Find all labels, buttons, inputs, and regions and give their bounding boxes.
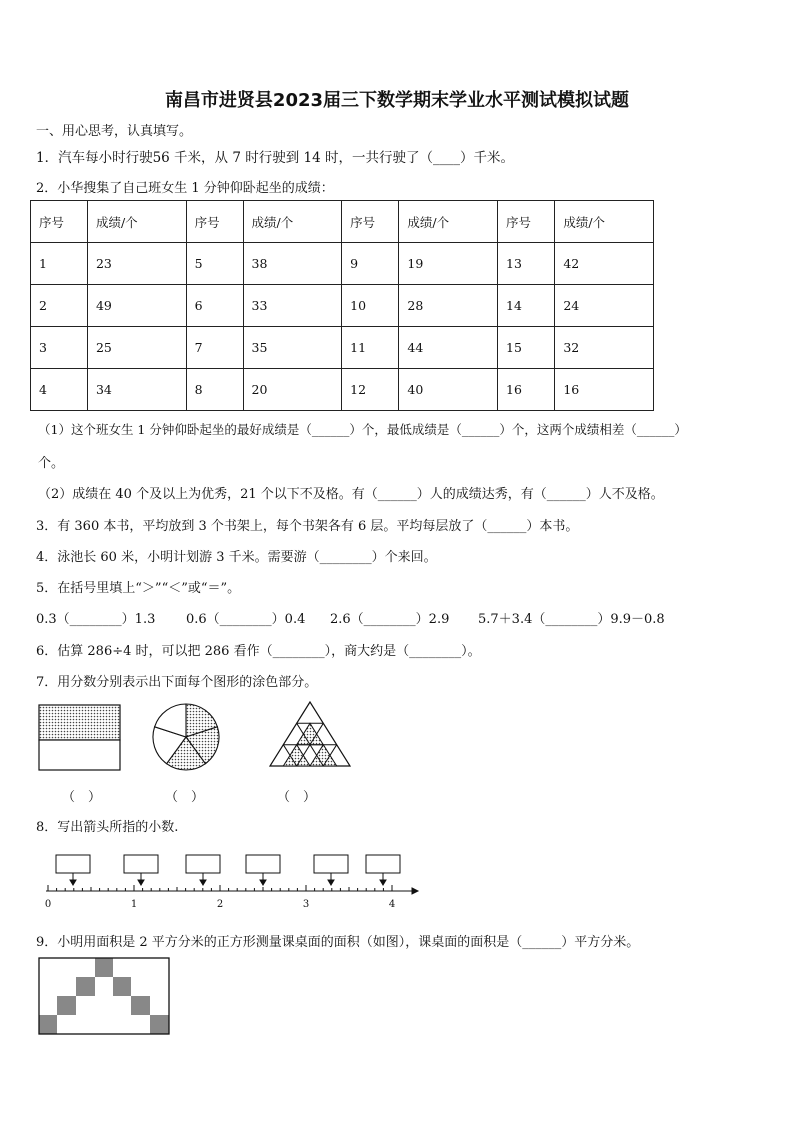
table-header-cell: 成绩/个 bbox=[243, 201, 342, 243]
question-2-part-2: （2）成绩在 40 个及以上为优秀，21 个以下不及格。有（______）人的成绩达秀，有（______）人不及格。 bbox=[38, 487, 664, 502]
question-8: 8．写出箭头所指的小数. bbox=[36, 820, 179, 835]
page-title: 南昌市进贤县2023届三下数学期末学业水平测试模拟试题 bbox=[164, 90, 630, 111]
table-cell: 10 bbox=[342, 285, 399, 327]
table-cell: 4 bbox=[31, 369, 88, 411]
table-cell: 15 bbox=[498, 327, 555, 369]
table-cell: 32 bbox=[555, 327, 654, 369]
table-cell: 2 bbox=[31, 285, 88, 327]
square-tiles bbox=[39, 958, 169, 1034]
table-cell: 1 bbox=[31, 243, 88, 285]
question-2: 2．小华搜集了自己班女生 1 分钟仰卧起坐的成绩： bbox=[36, 181, 334, 196]
triangle-figure bbox=[270, 702, 350, 766]
question-7: 7．用分数分别表示出下面每个图形的涂色部分。 bbox=[36, 675, 318, 690]
question-2-part-1-tail: 个。 bbox=[38, 456, 65, 471]
table-header-row bbox=[31, 201, 654, 243]
table-cell: 40 bbox=[399, 369, 498, 411]
table-header-cell: 成绩/个 bbox=[87, 201, 186, 243]
question-5: 5．在括号里填上“＞”“＜”或“＝”。 bbox=[36, 581, 241, 596]
table-cell: 5 bbox=[186, 243, 243, 285]
table-header-cell: 序号 bbox=[186, 201, 243, 243]
table-header-cell: 成绩/个 bbox=[399, 201, 498, 243]
table-cell: 49 bbox=[87, 285, 186, 327]
table-row bbox=[31, 285, 654, 327]
tick-label: 2 bbox=[216, 899, 224, 910]
table-cell: 38 bbox=[243, 243, 342, 285]
table-cell: 42 bbox=[555, 243, 654, 285]
tick-marks bbox=[48, 885, 392, 891]
table-header-cell: 序号 bbox=[342, 201, 399, 243]
circle-figure bbox=[153, 704, 219, 770]
table-cell: 44 bbox=[399, 327, 498, 369]
question-1: 1．汽车每小时行驶56 千米，从 7 时行驶到 14 时，一共行驶了（____）千米。 bbox=[36, 150, 514, 166]
answer-blank: （ ） bbox=[62, 790, 102, 805]
table-cell: 34 bbox=[87, 369, 186, 411]
table-cell: 16 bbox=[555, 369, 654, 411]
table-header-cell: 成绩/个 bbox=[555, 201, 654, 243]
table-cell: 6 bbox=[186, 285, 243, 327]
question-6: 6．估算 286÷4 时，可以把 286 看作（________），商大约是（________）。 bbox=[36, 644, 481, 659]
table-cell: 19 bbox=[399, 243, 498, 285]
table-header-cell: 序号 bbox=[498, 201, 555, 243]
answer-blank: （ ） bbox=[277, 790, 317, 805]
table-row bbox=[31, 369, 654, 411]
answer-boxes bbox=[56, 855, 400, 873]
table-cell: 16 bbox=[498, 369, 555, 411]
table-row bbox=[31, 243, 654, 285]
axis bbox=[46, 888, 418, 894]
rectangle-figure bbox=[39, 705, 120, 770]
answer-blank: （ ） bbox=[165, 790, 205, 805]
table-row bbox=[31, 327, 654, 369]
table-cell: 12 bbox=[342, 369, 399, 411]
table-cell: 13 bbox=[498, 243, 555, 285]
table-cell: 8 bbox=[186, 369, 243, 411]
question-9: 9．小明用面积是 2 平方分米的正方形测量课桌面的面积（如图），课桌面的面积是（______）平方分米。 bbox=[36, 935, 640, 950]
tick-label: 0 bbox=[44, 899, 52, 910]
table-cell: 20 bbox=[243, 369, 342, 411]
number-line bbox=[36, 850, 426, 914]
tick-label: 1 bbox=[130, 899, 138, 910]
table-cell: 7 bbox=[186, 327, 243, 369]
table-cell: 35 bbox=[243, 327, 342, 369]
table-cell: 33 bbox=[243, 285, 342, 327]
table-header-cell: 序号 bbox=[31, 201, 88, 243]
question-5-item: 2.6（________）2.9 bbox=[330, 612, 450, 627]
table-cell: 9 bbox=[342, 243, 399, 285]
score-table bbox=[30, 200, 654, 411]
tick-labels bbox=[45, 899, 395, 910]
table-cell: 14 bbox=[498, 285, 555, 327]
table-cell: 3 bbox=[31, 327, 88, 369]
section-heading: 一、用心思考，认真填写。 bbox=[36, 124, 193, 139]
table-cell: 11 bbox=[342, 327, 399, 369]
question-5-item: 5.7＋3.4（________）9.9－0.8 bbox=[478, 612, 665, 627]
table-cell: 28 bbox=[399, 285, 498, 327]
tick-label: 3 bbox=[302, 899, 310, 910]
table-cell: 24 bbox=[555, 285, 654, 327]
tick-label: 4 bbox=[388, 899, 396, 910]
question-5-item: 0.6（________）0.4 bbox=[186, 612, 306, 627]
arrows bbox=[70, 873, 386, 885]
question-4: 4．泳池长 60 米，小明计划游 3 千米。需要游（________）个来回。 bbox=[36, 550, 437, 565]
fraction-figures bbox=[30, 700, 370, 780]
question-2-part-1: （1）这个班女生 1 分钟仰卧起坐的最好成绩是（______）个，最低成绩是（______）个，这两个成绩相差（______） bbox=[38, 422, 687, 437]
table-cell: 23 bbox=[87, 243, 186, 285]
question-3: 3．有 360 本书，平均放到 3 个书架上，每个书架各有 6 层。平均每层放了（______）本书。 bbox=[36, 519, 579, 534]
table-cell: 25 bbox=[87, 327, 186, 369]
desk-figure bbox=[38, 957, 170, 1035]
question-5-item: 0.3（________）1.3 bbox=[36, 612, 156, 627]
